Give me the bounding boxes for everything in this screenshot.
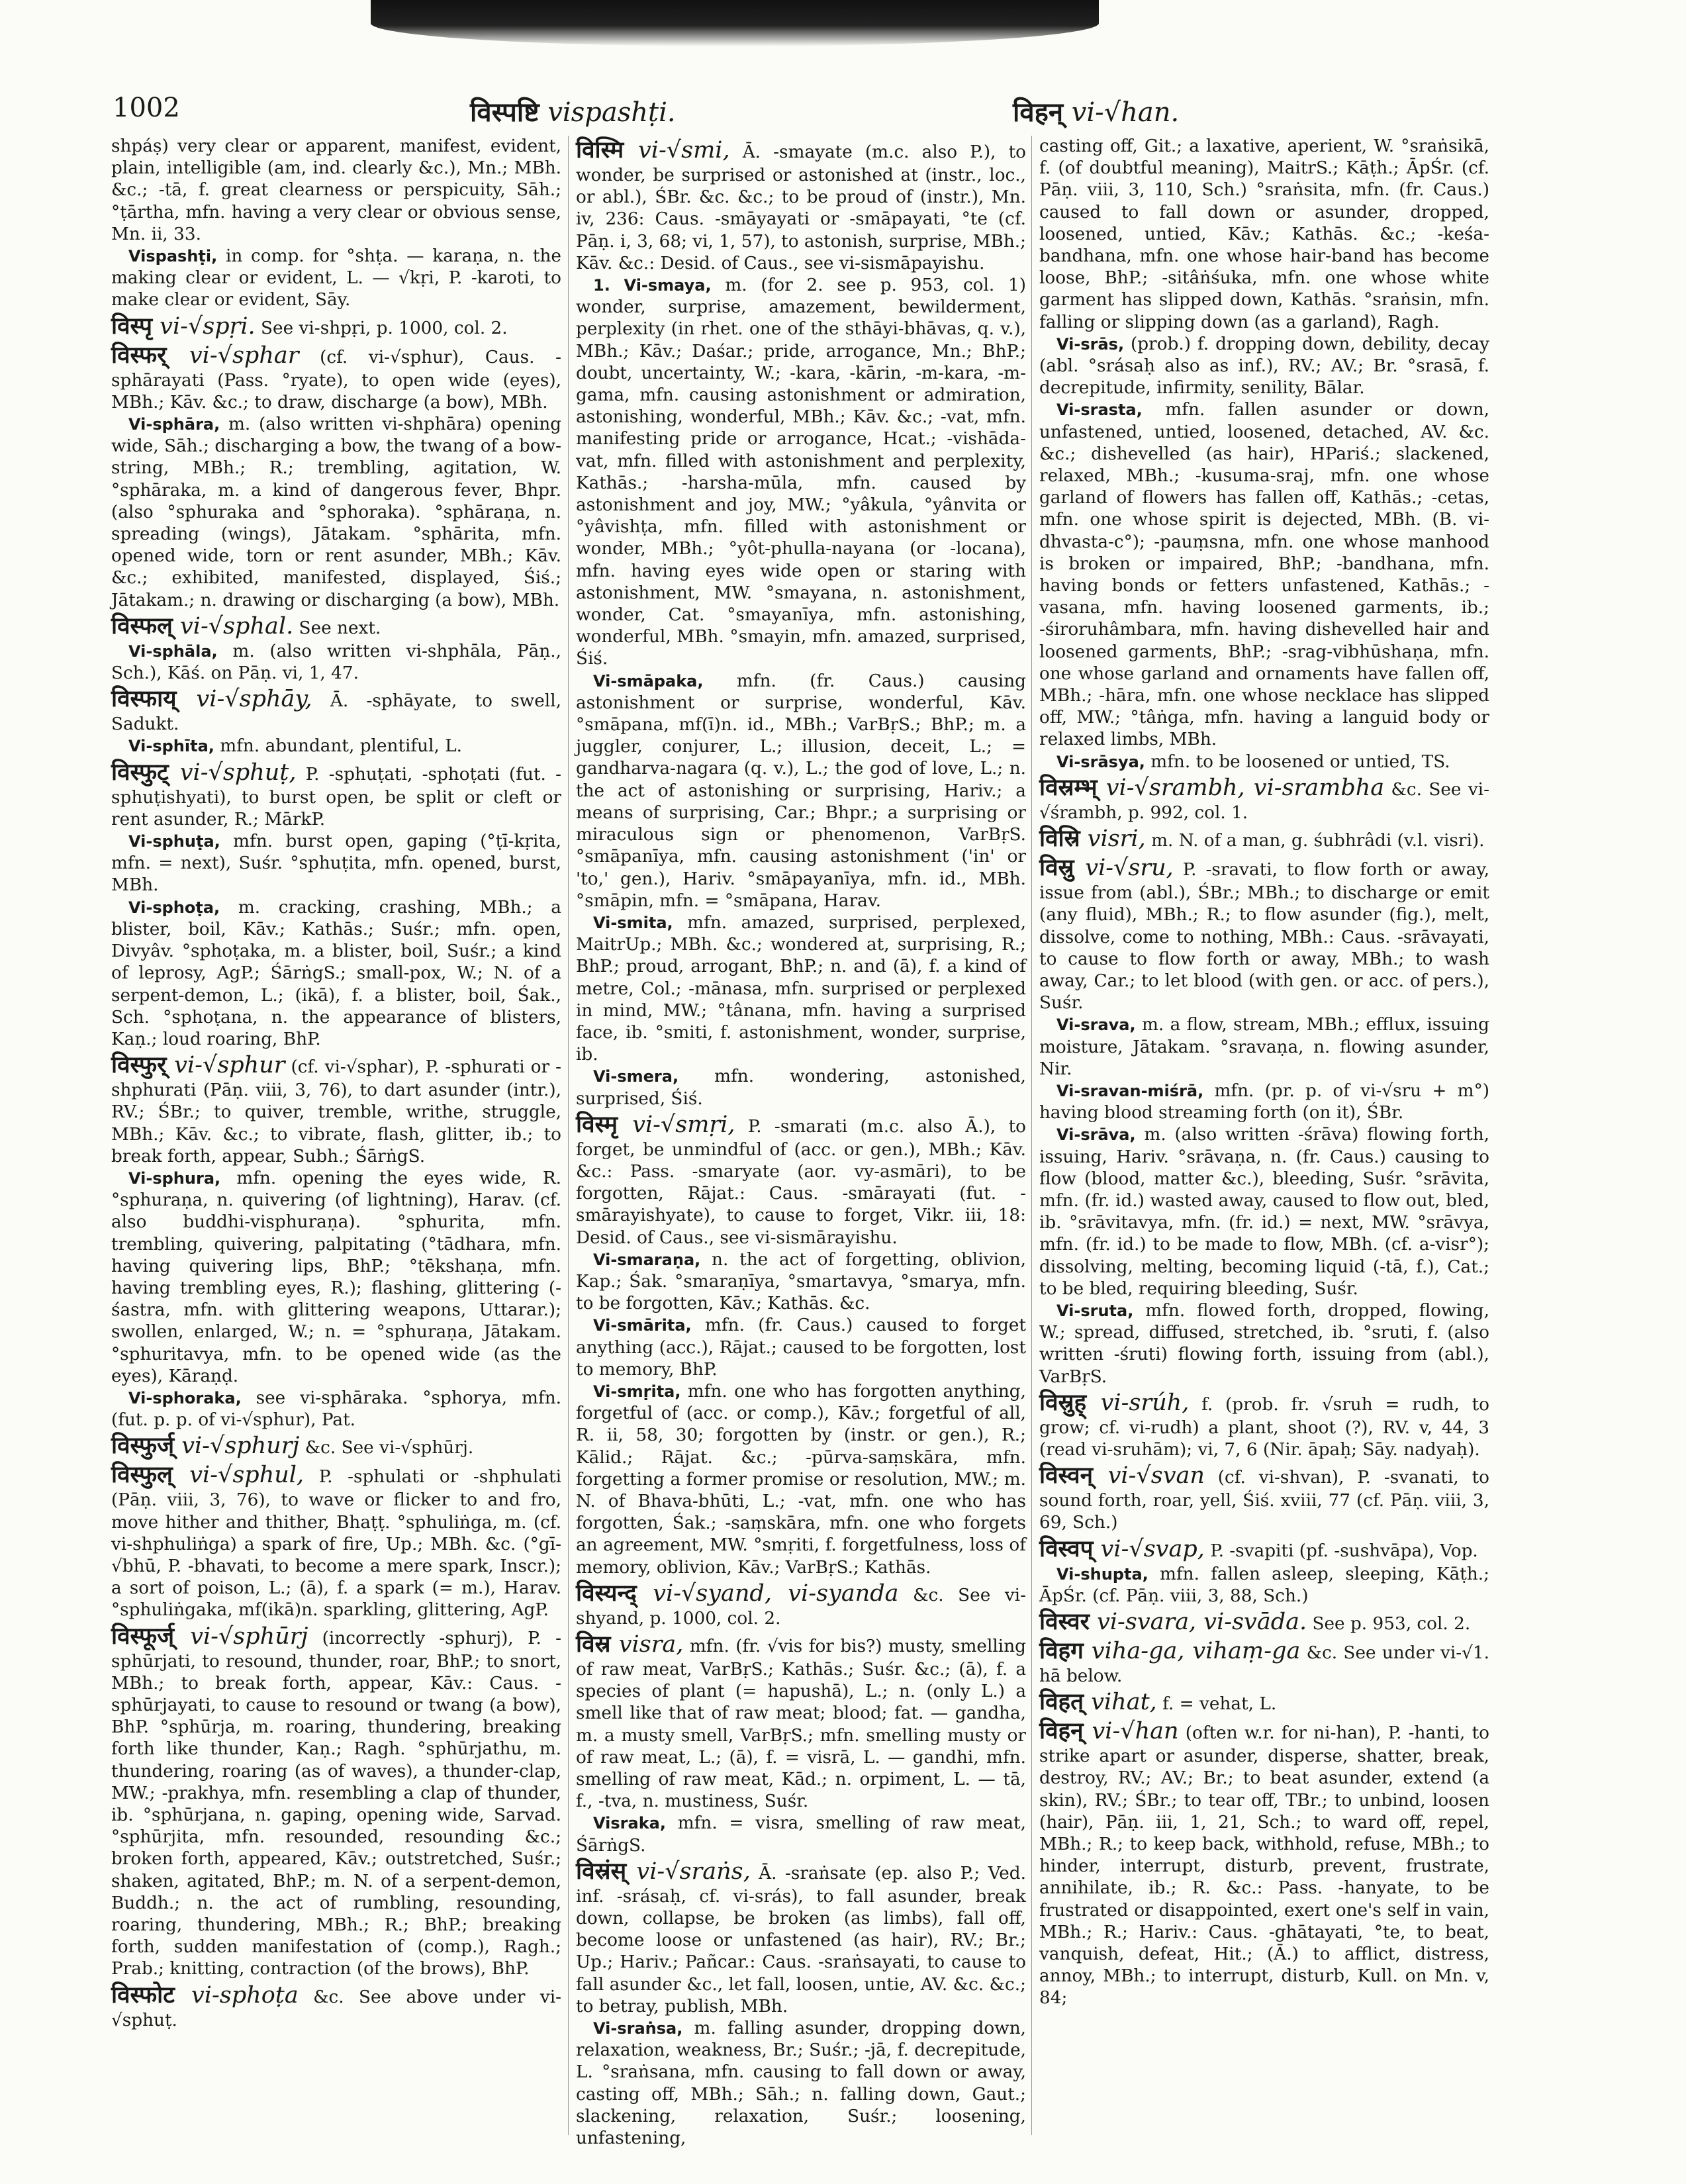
entry-definition: mfn. (pr. p. of vi-√sru + m°) having blood streaming forth (on it), ŚBr. [1039, 1080, 1489, 1123]
sub-entry-lemma: Vi-srāva, [1056, 1125, 1136, 1145]
header-right-guide-word [1013, 93, 1179, 129]
entry-definition: Ā. -smayate (m.c. also P.), to wonder, be surprised or astonished at (instr., loc., or abl.), ŚBr. &c. &c.; to be proud of (instr.), Mn. iv, 236: Caus. -smāyayati or -smāpayati, °te (cf. Pāṇ. i, 3, 68; vi, 1, 57), to astonish, surprise, MBh.; Kāv. &c.: Desid. of Caus., see vi-sismāpayishu. [576, 142, 1026, 273]
entry-definition: f. (prob. fr. √sruh = rudh, to grow; cf. vi-rudh) a plant, shoot (?), RV. v, 44, 3 (read vi-sruhām); vi, 7, 6 (Nir. āpaḥ; Sāy. nadyaḥ). [1039, 1394, 1489, 1460]
sub-entry [1039, 1300, 1489, 1388]
headword-devanagari: विस्वन् [1039, 1462, 1094, 1490]
entry-definition: Ā. -sphāyate, to swell, Sadukt. [111, 691, 561, 735]
headword-entry [1039, 1535, 1489, 1564]
headword [1039, 1536, 1205, 1562]
headword-entry [111, 1622, 561, 1981]
headword-devanagari: विस्वप् [1039, 1535, 1094, 1562]
entry-definition: See next. [293, 618, 381, 638]
entry-definition: shpáṣ) very clear or apparent, manifest, evident, plain, intelligible (am, ind. clearly &c.), Mn.; MBh. &c.; -tā, f. great clearness or perspicuity, Sāh.; °ṭārtha, mfn. having a very clear or obvious sense, Mn. ii, 33. [111, 136, 561, 244]
headword-devanagari: विहन् [1039, 1717, 1084, 1745]
entry-definition: n. the act of forgetting, oblivion, Kap.; Śak. °smaraṇīya, °smartavya, °smarya, mfn. to be forgotten, Kāv.; Kathās. &c. [576, 1249, 1026, 1314]
entry-definition: (prob.) f. dropping down, debility, decay (abl. °srásaḥ also as inf.), RV.; AV.; Br. °srasā, f. decrepitude, infirmity, senility, Bālar. [1039, 334, 1489, 399]
entry-definition: mfn. (fr. √vis for bis?) musty, smelling of raw meat, VarBṛS.; Kathās.; Suśr. &c.; (ā), f. a species of plant (= hapushā), L.; n. (only L.) a smell like that of raw meat; blood; fat. — gandha, m. a musty smell, VarBṛS.; mfn. smelling musty or of raw meat, L.; (ā), f. = visrā, L. — gandhi, mfn. smelling of raw meat, Kād.; n. orpiment, L. — tā, f., -tva, n. mustiness, Suśr. [576, 1637, 1026, 1812]
headword-entry [111, 1431, 561, 1460]
continued-entry [1039, 136, 1489, 334]
sub-entry-lemma: Vi-smṛita, [593, 1382, 681, 1401]
headword [111, 1462, 304, 1488]
headword-devanagari: विस्फर् [111, 341, 167, 369]
sub-entry [1039, 1014, 1489, 1080]
sub-entry [576, 1249, 1026, 1315]
headword-devanagari: विस्रु [1039, 854, 1074, 882]
scan-top-shadow [371, 0, 1099, 46]
entry-definition: See p. 953, col. 2. [1307, 1613, 1471, 1634]
sub-entry-lemma: Vi-shupta, [1056, 1564, 1148, 1584]
sub-entry-lemma: Vi-smita, [593, 913, 673, 932]
headword [576, 1631, 683, 1658]
headword-devanagari: विस्मृ [576, 1110, 618, 1138]
headword [1039, 1638, 1300, 1664]
headword [1039, 826, 1146, 852]
headword [111, 686, 312, 712]
sub-entry-lemma: Vi-smaraṇa, [593, 1250, 701, 1269]
sub-entry [1039, 1564, 1489, 1607]
headword-transliteration: vi-√sphar [189, 342, 299, 369]
headword [111, 1982, 299, 2009]
headword-devanagari: विस्रि [1039, 825, 1080, 853]
entry-definition: mfn. burst open, gaping (°ṭī-kṛita, mfn. = next), Suśr. °sphuṭita, mfn. opened, burst, MBh. [111, 831, 561, 896]
entry-definition: casting off, Git.; a laxative, aperient, W. °sraṅsikā, f. (of doubtful meaning), MaitrS.; Kāṭh.; ĀpŚr. (cf. Pāṇ. viii, 3, 110, Sch.) °sraṅsita, mfn. (fr. Caus.) caused to fall down or asunder, dropped, loosened, untied, Kāv.; Kathās. &c.; -keśa-bandhana, mfn. one whose hair-band has become loose, BhP.; -sitâṅśuka, mfn. one whose white garment has slipped down, Kathās. °sraṅsin, mfn. falling or slipping down (as a garland), Ragh. [1039, 136, 1489, 332]
headword-transliteration: vi-√sphuṭ, [179, 759, 297, 786]
headword-transliteration: vi-√sru, [1085, 855, 1174, 882]
header-left-transliteration: vispashṭi. [547, 97, 676, 128]
dictionary-column-2 [576, 136, 1027, 2149]
headword-devanagari: विस्फाय् [111, 685, 177, 713]
sub-entry [111, 831, 561, 897]
headword-entry [111, 312, 561, 341]
headword [111, 313, 256, 340]
entry-definition: m. (also written -śrāva) flowing forth, issuing, Hariv. °srāvaṇa, n. (fr. Caus.) causing to flow (blood, matter &c.), bleeding, Suśr. °srāvita, mfn. (fr. id.) wasted away, caused to flow out, bled, ib. °srāvitavya, mfn. (fr. id.) = next, MW. °srāvya, mfn. (fr. id.) to be made to flow, MBh. (cf. a-visr°); dissolving, melting, becoming liquid (-tā, f.), Cat.; to be bled, requiring bleeding, Suśr. [1039, 1125, 1489, 1299]
headword-transliteration: vi-√sraṅs, [636, 1858, 751, 1885]
sub-entry-lemma: Vi-srāsya, [1056, 752, 1145, 771]
headword-entry [1039, 1637, 1489, 1687]
headword-entry [576, 136, 1026, 275]
headword-transliteration: vi-√sphal. [180, 612, 294, 640]
entry-definition: &c. See under vi-√1. hā below. [1039, 1642, 1489, 1686]
headword [576, 1580, 899, 1607]
headword-transliteration: vi-sphoṭa [191, 1981, 299, 2009]
page-header [113, 86, 1607, 132]
headword [111, 342, 299, 369]
headword-transliteration: vi-√syand, vi-syanda [653, 1580, 899, 1607]
headword [1039, 1609, 1307, 1635]
sub-entry [111, 1388, 561, 1431]
entry-definition: Ā. -sraṅsate (ep. also P.; Ved. inf. -srásaḥ, cf. vi-srás), to fall asunder, break down, collapse, be broken (as limbs), fall off, become loose or unfastened (as hair), RV.; Br.; Up.; Hariv.; Pañcar.: Caus. -sraṅsayati, to cause to fall asunder &c., let fall, loosen, untie, AV. &c. &c.; to betray, publish, MBh. [576, 1863, 1026, 2017]
headword-transliteration: vi-√smi, [638, 137, 730, 164]
headword-transliteration: vi-√svap, [1100, 1535, 1205, 1562]
sub-entry-lemma: 1. Vi-smaya, [593, 276, 712, 295]
entry-definition: &c. See vi-√sphūrj. [299, 1438, 474, 1458]
sub-entry [576, 275, 1026, 671]
entry-definition: See vi-shpṛi, p. 1000, col. 2. [255, 318, 508, 338]
entry-definition: mfn. amazed, surprised, perplexed, MaitrUp.; MBh. &c.; wondered at, surprising, R.; BhP.; proud, arrogant, BhP.; n. and (ā), f. a kind of metre, Col.; -mānasa, mfn. surprised or perplexed in mind, MW.; °tânana, mfn. having a surprised face, ib. °smiti, f. astonishment, wonder, surprise, ib. [576, 912, 1026, 1065]
sub-entry [576, 1066, 1026, 1110]
headword-devanagari: विहत् [1039, 1688, 1084, 1716]
headword [111, 1623, 308, 1650]
sub-entry-lemma: Vi-sphuṭa, [128, 832, 220, 851]
headword-devanagari: विस्फोट [111, 1981, 175, 2009]
entry-definition: mfn. abundant, plentiful, L. [214, 736, 463, 757]
headword [576, 1858, 751, 1885]
sub-entry [1039, 1124, 1489, 1300]
entry-definition: mfn. = visra, smelling of raw meat, ŚārṅgS. [576, 1813, 1026, 1856]
headword-entry [111, 612, 561, 641]
headword-transliteration: vi-√sphūrj [190, 1623, 308, 1650]
headword-devanagari: विस्फुर् [111, 1051, 167, 1079]
entry-definition: in comp. for °shṭa. — karaṇa, n. the making clear or evident, L. — √kṛi, P. -karoti, to make clear or evident, Sāy. [111, 246, 561, 310]
entry-definition: mfn. one who has forgotten anything, forgetful of (acc. or comp.), Kāv.; forgetful of all, R. ii, 58, 30; forgotten by (instr. or gen.), R.; Kālid.; Rājat. &c.; -pūrva-saṃskāra, mfn. forgetting a former promise or resolution, MW.; m. N. of Bhava-bhūti, L.; -vat, mfn. one who has forgotten, Śak.; -saṃskāra, mfn. one who forgets an agreement, MW. °smṛiti, f. forgetfulness, loss of memory, oblivion, Kāv.; VarBṛS.; Kathās. [576, 1381, 1026, 1578]
sub-entry [576, 671, 1026, 912]
continued-entry [111, 136, 561, 246]
headword-transliteration: vihat, [1091, 1689, 1157, 1716]
sub-entry [576, 1315, 1026, 1381]
headword-transliteration: vi-√sphāy, [196, 686, 312, 713]
headword-entry [576, 1110, 1026, 1249]
headword [1039, 855, 1174, 881]
sub-entry-lemma: Vi-sphīta, [128, 737, 214, 756]
entry-definition: mfn. wondering, astonished, surprised, Śiś. [576, 1067, 1026, 1109]
sub-entry-lemma: Vi-sphura, [128, 1168, 221, 1188]
sub-entry [576, 1813, 1026, 1856]
sub-entry [1039, 399, 1489, 751]
headword-devanagari: विस्फुट् [111, 758, 169, 786]
entry-definition: (incorrectly -sphurj), P. -sphūrjati, to resound, thunder, roar, BhP.; to snort, MBh.; to break forth, appear, Kāv.: Caus. -sphūrjayati, to cause to resound or twang (a bow), BhP. °sphūrja, m. roaring, thundering, breaking forth like thunder, Kaṇ.; Ragh. °sphūrjathu, m. thundering, roaring (as of waves), a thunder-clap, MW.; -prakhya, mfn. resembling a clap of thunder, ib. °sphūrjana, n. gaping, opening wide, Sarvad. °sphūrjita, mfn. resounded, resounding &c.; broken forth, appeared, Kāv.; outstretched, Suśr.; shaken, agitated, BhP.; m. N. of a serpent-demon, Buddh.; n. the act of rumbling, resounding, roaring, thundering, MBh.; R.; BhP.; breaking forth, sudden manifestation of (comp.), Ragh.; Prab.; knitting, contraction (of the brows), BhP. [111, 1628, 561, 1979]
headword [1039, 775, 1384, 801]
headword-transliteration: vi-√sphurj [181, 1433, 300, 1460]
headword-entry [111, 341, 561, 414]
headword-entry [1039, 1461, 1489, 1534]
sub-entry [111, 246, 561, 312]
headword [111, 1433, 299, 1459]
headword-devanagari: विस्फूर्ज् [111, 1622, 175, 1650]
column-divider [1031, 136, 1032, 2135]
entry-definition: mfn. (fr. Caus.) caused to forget anything (acc.), Rājat.; caused to be forgotten, lost to memory, BhP. [576, 1315, 1026, 1380]
sub-entry-lemma: Vi-srās, [1056, 334, 1125, 354]
headword-devanagari: विस्र [576, 1631, 611, 1658]
entry-definition: P. -sravati, to flow forth or away, issue from (abl.), ŚBr.; MBh.; to discharge or emit (any fluid), MBh.; R.; to flow asunder (fig.), melt, dissolve, come to nothing, MBh.: Caus. -srāvayati, to cause to flow forth or away, MBh.; to wash away, Car.; to let blood (with gen. or acc. of pers.), Suśr. [1039, 860, 1489, 1014]
sub-entry [111, 736, 561, 757]
headword [1039, 1718, 1179, 1744]
entry-definition: m. (for 2. see p. 953, col. 1) wonder, surprise, amazement, bewilderment, perplexity (in rhet. one of the sthāyi-bhāvas, q. v.), MBh.; Kāv.; Daśar.; pride, arrogance, Mn.; BhP.; doubt, uncertainty, W.; -kara, -kārin, -m-kara, -m-gama, mfn. causing astonishment or admiration, astonishing, wonderful, MBh.; Kāv. &c.; -vat, mfn. manifesting pride or arrogance, Hcat.; -vishāda-vat, mfn. filled with astonishment and perplexity, Kathās.; -harsha-mūla, mfn. caused by astonishment and joy, MW.; °yâkula, °yânvita or °yâvishṭa, mfn. filled with astonishment or wonder, MBh.; °yôt-phulla-nayana (or -locana), mfn. having eyes wide open or staring with astonishment, MW. °smayana, n. astonishment, wonder, Cat. °smayanīya, mfn. astonishing, wonderful, MBh. °smayin, mfn. amazed, surprised, Śiś. [576, 275, 1027, 669]
sub-entry-lemma: Visraka, [593, 1814, 666, 1833]
sub-entry-lemma: Vi-smera, [593, 1067, 679, 1086]
headword [111, 613, 293, 640]
entry-definition: m. cracking, crashing, MBh.; a blister, boil, Kāv.; Kathās.; Suśr.; mfn. open, Divyâv. °sphoṭaka, m. a blister, boil, Suśr.; a kind of leprosy, AgP.; ŚārṅgS.; small-pox, W.; N. of a serpent-demon, L.; (ikā), f. a blister, boil, Śak., Sch. °sphoṭana, n. the appearance of blisters, Kaṇ.; loud roaring, BhP. [111, 897, 561, 1049]
sub-entry [1039, 751, 1489, 773]
entry-definition: mfn. (fr. Caus.) causing astonishment or surprise, wonderful, Kāv. °smāpana, mf(ī)n. id., MBh.; VarBṛS.; BhP.; m. a juggler, conjurer, L.; illusion, deceit, L.; = gandharva-nagara (q. v.), L.; the god of love, L.; n. the act of astonishing or surprising, Hariv.; a means of surprising, Car.; Bhpr.; a surprising or miraculous sign or phenomenon, VarBṛS. °smāpanīya, mfn. causing astonishment ('in' or 'to,' gen.), Hariv. °smāpayanīya, mfn. id., MBh. °smāpin, mfn. = °smāpana, Harav. [576, 671, 1026, 911]
sub-entry [111, 897, 561, 1051]
headword-entry [111, 685, 561, 736]
sub-entry [111, 641, 561, 685]
headword-devanagari: विस्रम्भ् [1039, 773, 1098, 801]
headword-devanagari: विस्रंस् [576, 1857, 627, 1885]
headword [576, 1112, 735, 1138]
entry-definition: mfn. flowed forth, dropped, flowing, W.; spread, diffused, stretched, ib. °sruti, f. (also written -śruti) flowing forth, issuing from (abl.), VarBṛS. [1039, 1300, 1489, 1387]
sub-entry-lemma: Vispashṭi, [128, 247, 218, 266]
entry-definition: mfn. fallen asunder or down, unfastened, untied, loosened, detached, AV. &c. &c.; dishevelled (as hair), HPariś.; slackened, relaxed, MBh.; -kusuma-sraj, mfn. one whose garland of flowers has fallen off, Kathās.; -cetas, mfn. one whose spirit is dejected, MBh. (B. vi-dhvasta-c°); -pauṃsna, mfn. one whose manhood is broken or impaired, BhP.; -bandhana, mfn. having bonds or fetters unfastened, Kathās.; -vasana, mfn. having loosened garments, ib.; -śiroruhâmbara, mfn. having dishevelled hair and loosened garments, BhP.; -srag-vibhūshaṇa, mfn. one whose garland and ornaments have fallen off, MBh.; -hāra, mfn. one whose necklace has slipped off, MW.; °tâṅga, mfn. having a languid body or relaxed limbs, MBh. [1039, 400, 1489, 750]
entry-definition: mfn. fallen asleep, sleeping, Kāṭh.; ĀpŚr. (cf. Pāṇ. viii, 3, 88, Sch.) [1039, 1564, 1489, 1606]
sub-entry-lemma: Vi-sphāla, [128, 641, 218, 661]
entry-definition: see vi-sphāraka. °sphorya, mfn. (fut. p. p. of vi-√sphur), Pat. [111, 1388, 561, 1431]
headword-entry [1039, 773, 1489, 824]
headword-devanagari: विस्रुह् [1039, 1388, 1087, 1416]
sub-entry-lemma: Vi-sphoraka, [128, 1388, 242, 1407]
headword [576, 137, 730, 164]
headword [1039, 1462, 1205, 1489]
entry-definition: f. = vehat, L. [1156, 1694, 1277, 1715]
headword-entry [1039, 1717, 1489, 2009]
headword-transliteration: vi-√svan [1107, 1462, 1205, 1490]
headword-transliteration: visri, [1087, 826, 1146, 853]
sub-entry-lemma: Vi-sruta, [1056, 1301, 1134, 1320]
headword-devanagari: विस्वर [1039, 1607, 1090, 1635]
entry-definition: m. N. of a man, g. śubhrâdi (v.l. visri). [1145, 831, 1485, 851]
entry-definition: (cf. vi-shvan), P. -svanati, to sound forth, roar, yell, Śiś. xviii, 77 (cf. Pāṇ. viii, 3, 69, Sch.) [1039, 1468, 1489, 1533]
headword [1039, 1390, 1189, 1416]
sub-entry [1039, 1080, 1489, 1124]
entry-definition: P. -sphuṭati, -sphoṭati (fut. -sphuṭishyati), to burst open, be split or cleft or rent asunder, R.; MārkP. [111, 764, 561, 830]
headword-devanagari: विस्यन्द् [576, 1579, 637, 1607]
column-divider [568, 136, 569, 2135]
headword-transliteration: vi-√srambh, vi-srambha [1105, 774, 1385, 801]
headword-transliteration: vi-√sphul, [189, 1462, 304, 1489]
entry-definition: m. (also written vi-shphāla, Pāṇ., Sch.), Kāś. on Pāṇ. vi, 1, 47. [111, 641, 561, 684]
headword-entry [111, 1981, 561, 2032]
headword-devanagari: विस्फुर्ज् [111, 1432, 175, 1460]
sub-entry [111, 1168, 561, 1388]
sub-entry-lemma: Vi-sphoṭa, [128, 898, 220, 917]
sub-entry [576, 2018, 1026, 2150]
sub-entry-lemma: Vi-srava, [1056, 1016, 1136, 1035]
entry-definition: mfn. opening the eyes wide, R. °sphuraṇa, n. quivering (of lightning), Harav. (cf. also buddhi-visphuraṇa). °sphurita, mfn. trembling, quivering, palpitating (°tādhara, mfn. having quivering lips, BhP.; °tēkshaṇa, mfn. having trembling eyes, R.); flashing, glittering (-śastra, mfn. with glittering weapons, Uttarar.); swollen, enlarged, W.; n. = °sphuraṇa, Jātakam. °sphuritavya, mfn. to be opened wide (as the eyes), Kāraṇḍ. [111, 1168, 561, 1386]
sub-entry-lemma: Vi-smārita, [593, 1316, 692, 1335]
headword-entry [111, 1051, 561, 1168]
headword-entry [1039, 1388, 1489, 1461]
headword-entry [576, 1579, 1026, 1630]
headword-transliteration: vi-√smṛi, [632, 1111, 735, 1138]
headword [111, 1052, 285, 1078]
sub-entry-lemma: Vi-sraṅsa, [593, 2019, 683, 2038]
entry-definition: P. -svapiti (pf. -sushvāpa), Vop. [1204, 1541, 1478, 1561]
entry-definition: &c. See vi-√śrambh, p. 992, col. 1. [1039, 779, 1489, 823]
sub-entry-lemma: Vi-srasta, [1056, 401, 1143, 420]
dictionary-column-3 [1039, 136, 1489, 2135]
headword [111, 759, 297, 786]
headword-transliteration: viha-ga, vihaṃ-ga [1091, 1637, 1301, 1664]
headword-entry [111, 1460, 561, 1621]
headword-devanagari: विस्फुल् [111, 1461, 173, 1489]
headword-entry [1039, 824, 1489, 853]
headword-entry [576, 1857, 1026, 2018]
entry-definition: &c. See above under vi-√sphuṭ. [111, 1987, 561, 2030]
headword-transliteration: vi-√han [1092, 1718, 1179, 1745]
header-left-devanagari: विस्पष्टि [470, 97, 539, 128]
headword-entry [576, 1630, 1026, 1813]
sub-entry [576, 912, 1026, 1066]
headword-entry [1039, 1687, 1489, 1717]
entry-definition: (often w.r. for ni-han), P. -hanti, to strike apart or asunder, disperse, shatter, break, destroy, RV.; AV.; Br.; to beat asunder, extend (a skin), RV.; ŚBr.; to tear off, TBr.; to unbind, loosen (hair), Pāṇ. iii, 1, 21, Sch.; to ward off, repel, MBh.; R.; to keep back, withhold, refuse, MBh.; to hinder, interrupt, disturb, prevent, frustrate, annihilate, ib.; R. &c.: Pass. -hanyate, to be frustrated or disappointed, exert one's self in vain, MBh.; R.; Hariv.: Caus. -ghātayati, °te, to beat, vanquish, defeat, Hit.; (Ā.) to afflict, distress, annoy, MBh.; to interrupt, disturb, Kull. on Mn. v, 84; [1039, 1723, 1489, 2009]
headword-devanagari: विस्पृ [111, 312, 153, 340]
headword-entry [1039, 1607, 1489, 1637]
headword-entry [111, 758, 561, 831]
headword-devanagari: विस्फल् [111, 612, 173, 640]
page-number: 1002 [113, 93, 180, 123]
headword-devanagari: विहग [1039, 1637, 1084, 1664]
sub-entry-lemma: Vi-smāpaka, [593, 671, 704, 690]
header-right-transliteration: vi-√han. [1071, 97, 1180, 128]
header-left-guide-word [470, 93, 676, 129]
headword-transliteration: visra, [618, 1631, 684, 1658]
header-right-devanagari: विहन् [1013, 97, 1064, 128]
headword-transliteration: vi-svara, vi-svāda. [1097, 1608, 1307, 1635]
headword-transliteration: vi-srúh, [1100, 1389, 1190, 1416]
entry-definition: (cf. vi-√sphur), Caus. -sphārayati (Pass. °ryate), to open wide (eyes), MBh.; Kāv. &c.; to draw, discharge (a bow), MBh. [111, 347, 561, 412]
sub-entry [1039, 334, 1489, 400]
headword-devanagari: विस्मि [576, 136, 624, 164]
headword-transliteration: vi-√sphur [174, 1052, 285, 1079]
entry-definition: mfn. to be loosened or untied, TS. [1145, 751, 1450, 772]
headword-transliteration: vi-√spṛi. [160, 312, 256, 340]
entry-definition: m. falling asunder, dropping down, relaxation, weakness, Br.; Suśr.; -jā, f. decrepitude, L. °sraṅsana, mfn. causing to fall down or away, casting off, MBh.; Sāh.; n. falling down, Gaut.; slackening, relaxation, Suśr.; loosening, unfastening, [576, 2018, 1026, 2149]
entry-definition: P. -smarati (m.c. also Ā.), to forget, be unmindful of (acc. or gen.), MBh.; Kāv. &c.: Pass. -smaryate (aor. vy-asmāri), to be forgotten, Rājat.: Caus. -smārayati (fut. -smārayishyate), to cause to forget, Vikr. iii, 18: Desid. of Caus., see vi-sismārayishu. [576, 1116, 1026, 1248]
sub-entry [111, 414, 561, 612]
headword [1039, 1689, 1157, 1715]
dictionary-column-1 [111, 136, 561, 2135]
sub-entry-lemma: Vi-sphāra, [128, 415, 220, 434]
sub-entry-lemma: Vi-sravan-miśrā, [1056, 1081, 1204, 1100]
sub-entry [576, 1381, 1026, 1579]
entry-definition: &c. See vi-shyand, p. 1000, col. 2. [576, 1585, 1026, 1629]
entry-definition: m. (also written vi-shphāra) opening wide, Sāh.; discharging a bow, the twang of a bow-string, MBh.; R.; trembling, agitation, W. °sphāraka, m. a kind of dangerous fever, Bhpr. (also °sphuraka and °sphoraka). °sphāraṇa, n. spreading (wings), Jātakam. °sphārita, mfn. opened wide, torn or rent asunder, MBh.; Kāv. &c.; exhibited, manifested, displayed, Śiś.; Jātakam.; n. drawing or discharging (a bow), MBh. [111, 414, 561, 610]
entry-definition: P. -sphulati or -shphulati (Pāṇ. viii, 3, 76), to wave or flicker to and fro, move hither and thither, Bhaṭṭ. °sphuliṅga, m. (cf. vi-shphuliṅga) a spark of fire, Up.; MBh. &c. (°gī-√bhū, P. -bhavati, to become a mere spark, Inscr.); a sort of poison, L.; (ā), f. a spark (= m.), Harav. °sphuliṅgaka, mf(ikā)n. sparkling, glittering, AgP. [111, 1467, 561, 1621]
entry-definition: m. a flow, stream, MBh.; efflux, issuing moisture, Jātakam. °sravaṇa, n. flowing asunder, Nir. [1039, 1015, 1489, 1079]
entry-definition: (cf. vi-√sphar), P. -sphurati or -shphurati (Pāṇ. viii, 3, 76), to dart asunder (intr.), RV.; ŚBr.; to quiver, tremble, writhe, struggle, MBh.; Kāv. &c.; to vibrate, flash, glitter, ib.; to break forth, appear, Subh.; ŚārṅgS. [111, 1057, 561, 1166]
headword-entry [1039, 853, 1489, 1014]
